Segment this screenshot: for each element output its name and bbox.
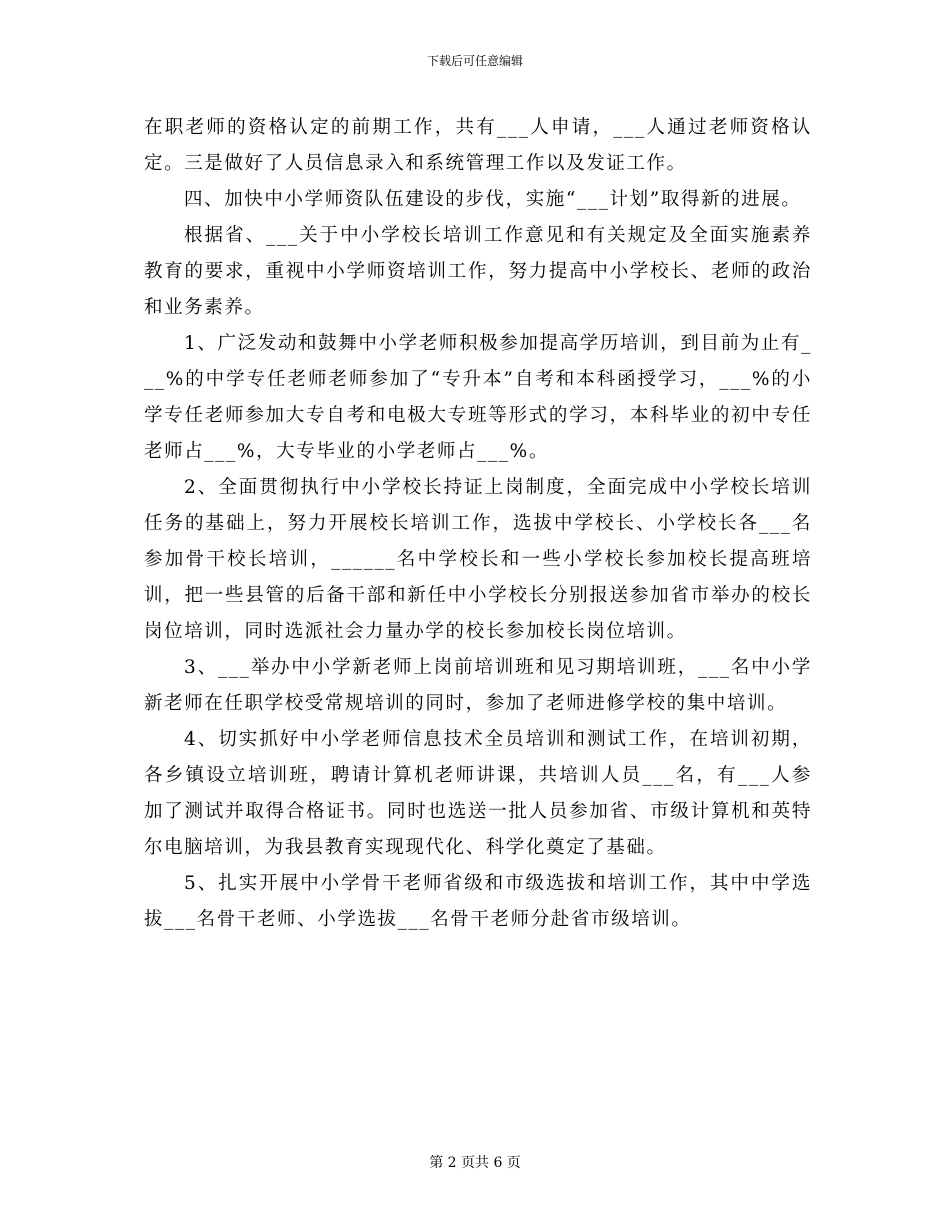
paragraph-3: 根据省、___关于中小学校长培训工作意见和有关规定及全面实施素养教育的要求，重视中小学师资培训工作，努力提高中小学校长、老师的政治和业务素养。 [144, 225, 812, 318]
paragraph-7: 4、切实抓好中小学老师信息技术全员培训和测试工作，在培训初期，各乡镇设立培训班，聘请计算机老师讲课，共培训人员___名，有___人参加了测试并取得合格证书。同时也选送一批人员参加省、市级计算机和英特尔电脑培训，为我县教育实现现代化、科学化奠定了基础。 [144, 729, 812, 858]
paragraph-2: 四、加快中小学师资队伍建设的步伐，实施“___计划”取得新的进展。 [184, 189, 802, 210]
paragraph-5: 2、全面贯彻执行中小学校长持证上岗制度，全面完成中小学校长培训任务的基础上，努力开展校长培训工作，选拔中学校长、小学校长各___名参加骨干校长培训，______名中学校长和一些小学校长参加校长提高班培训，把一些县管的后备干部和新任中小学校长分别报送参加省市举办的校长岗位培训，同时选派社会力量办学的校长参加校长岗位培训。 [144, 477, 812, 642]
document-body [144, 110, 812, 938]
page-footer: 第 2 页共 6 页 [429, 1155, 521, 1171]
paragraph-1: 在职老师的资格认定的前期工作，共有___人申请，___人通过老师资格认定。三是做好了人员信息录入和系统管理工作以及发证工作。 [144, 117, 812, 174]
paragraph-4: 1、广泛发动和鼓舞中小学老师积极参加提高学历培训，到目前为止有___%的中学专任老师老师参加了“专升本”自考和本科函授学习，___%的小学专任老师参加大专自考和电极大专班等形式的学习，本科毕业的初中专任老师占___%，大专毕业的小学老师占___%。 [144, 333, 812, 462]
paragraph-6: 3、___举办中小学新老师上岗前培训班和见习期培训班，___名中小学新老师在任职学校受常规培训的同时，参加了老师进修学校的集中培训。 [144, 657, 812, 714]
page-header: 下载后可任意编辑 [426, 54, 523, 68]
paragraph-8: 5、扎实开展中小学骨干老师省级和市级选拔和培训工作，其中中学选拔___名骨干老师、小学选拔___名骨干老师分赴省市级培训。 [144, 873, 812, 930]
